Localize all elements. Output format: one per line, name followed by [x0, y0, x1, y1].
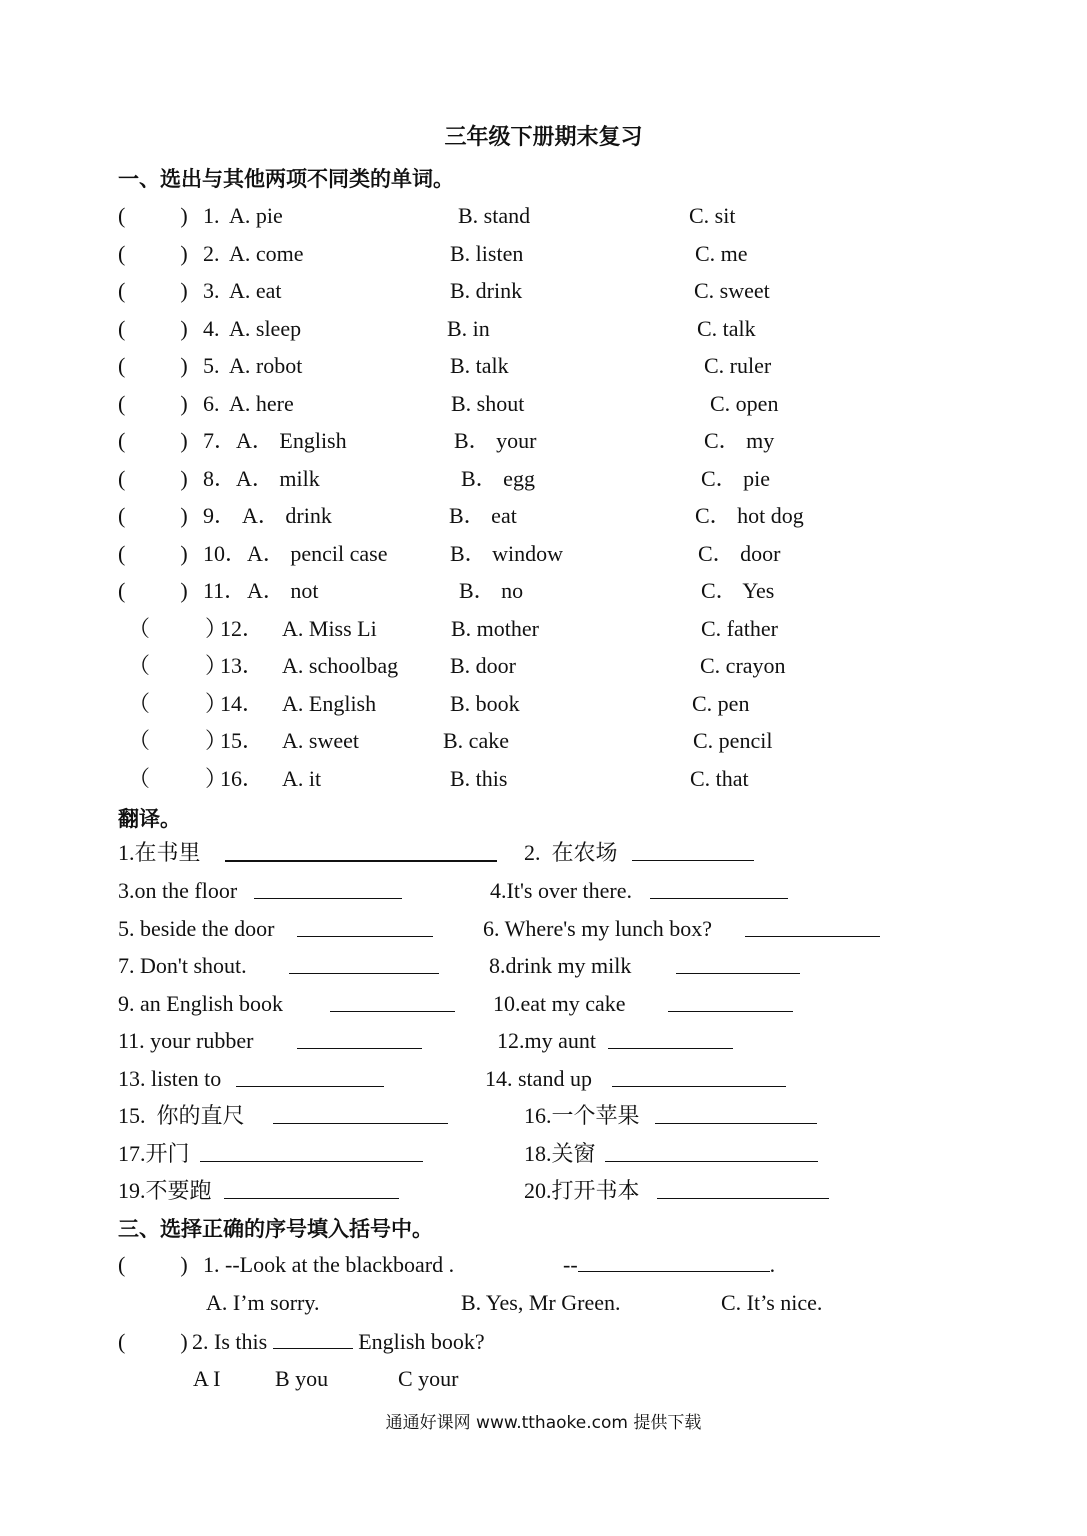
section1-item-option-c: C. father: [701, 616, 778, 641]
section1-item-answer-bracket: ( ): [118, 428, 188, 453]
q1-answer-line: [578, 1253, 770, 1272]
q2-question: [192, 1329, 485, 1355]
q2-option-c: C your: [398, 1366, 459, 1391]
section1-item-number: 16．: [220, 766, 265, 791]
translation-prompt-right: 12.my aunt: [497, 1028, 596, 1053]
translation-answer-line-left: [297, 1048, 422, 1049]
section1-item-answer-bracket: （ ）: [128, 728, 228, 753]
section1-item-answer-bracket: ( ): [118, 541, 188, 566]
section1-item-number: 4.: [203, 316, 220, 341]
section1-item-number: 10．: [203, 541, 248, 566]
section1-item-option-c: C． pie: [701, 466, 771, 491]
translation-answer-line-right: [668, 1011, 793, 1012]
section1-item-answer-bracket: （ ）: [128, 766, 228, 791]
section1-item-option-c: C. pencil: [693, 728, 773, 753]
section1-item-option-a: A. sweet: [282, 728, 359, 753]
translation-prompt-left: 11. your rubber: [118, 1028, 254, 1053]
section1-item-number: 12．: [220, 616, 265, 641]
section1-item-option-c: C． hot dog: [695, 503, 804, 528]
translation-prompt-right: 20.打开书本: [524, 1178, 640, 1203]
section1-item-answer-bracket: ( ): [118, 278, 188, 303]
section1-item-option-a: A. robot: [229, 353, 303, 378]
translation-answer-line-left: [225, 860, 497, 862]
section1-item-number: 2.: [203, 241, 220, 266]
translation-answer-line-right: [655, 1123, 817, 1124]
section1-item-number: 15．: [220, 728, 265, 753]
section1-item-option-b: B． your: [454, 428, 537, 453]
section1-item-option-c: C． Yes: [701, 578, 775, 603]
section1-item-option-c: C. talk: [697, 316, 756, 341]
q1-answer-blank: [563, 1252, 775, 1278]
section1-item-option-b: B． no: [459, 578, 524, 603]
q2-question-end: English book?: [358, 1329, 485, 1354]
section1-item-answer-bracket: ( ): [118, 391, 188, 416]
translation-prompt-right: 14. stand up: [485, 1066, 592, 1091]
section1-item-option-a: A． pencil case: [247, 541, 388, 566]
section1-item-answer-bracket: （ ）: [128, 616, 228, 641]
translation-answer-line-left: [236, 1086, 384, 1087]
section1-item-option-b: B. stand: [458, 203, 531, 228]
translation-answer-line-left: [254, 898, 402, 899]
section1-item-option-b: B. book: [450, 691, 520, 716]
section1-item-option-a: A. pie: [229, 203, 283, 228]
translation-answer-line-left: [224, 1198, 399, 1199]
translation-prompt-right: 18.关窗: [524, 1141, 596, 1166]
section1-item-option-c: C. that: [690, 766, 749, 791]
section1-item-option-a: A. here: [229, 391, 294, 416]
translation-prompt-left: 5. beside the door: [118, 916, 275, 941]
section1-item-answer-bracket: ( ): [118, 316, 188, 341]
section1-item-number: 6.: [203, 391, 220, 416]
q1-option-a: A. I’m sorry.: [206, 1290, 320, 1315]
translation-prompt-right: 6. Where's my lunch box?: [483, 916, 713, 941]
section1-item-option-c: C． my: [704, 428, 775, 453]
translation-prompt-left: 17.开门: [118, 1141, 190, 1166]
section1-item-option-a: A. schoolbag: [282, 653, 399, 678]
q2-bracket: ( ): [118, 1329, 188, 1354]
section1-item-number: 3.: [203, 278, 220, 303]
section1-item-answer-bracket: ( ): [118, 578, 188, 603]
section1-item-option-b: B． window: [450, 541, 564, 566]
translation-prompt-right: 8.drink my milk: [489, 953, 632, 978]
section1-item-answer-bracket: （ ）: [128, 653, 228, 678]
page-title: 三年级下册期末复习: [444, 125, 643, 150]
translation-answer-line-right: [650, 898, 788, 899]
section1-item-option-b: B. door: [450, 653, 516, 678]
section1-item-option-b: B． egg: [461, 466, 535, 491]
section1-item-answer-bracket: （ ）: [128, 691, 228, 716]
translation-answer-line-left: [289, 973, 439, 974]
section1-item-answer-bracket: ( ): [118, 503, 188, 528]
section1-item-option-c: C. sweet: [694, 278, 770, 303]
translation-answer-line-right: [608, 1048, 733, 1049]
q1-option-b: B. Yes, Mr Green.: [461, 1290, 621, 1315]
section1-item-option-a: A． drink: [242, 503, 332, 528]
section1-item-option-b: B. talk: [450, 353, 509, 378]
translation-prompt-right: 2. 在农场: [524, 840, 618, 865]
q1-answer-suffix: .: [769, 1252, 776, 1277]
section1-item-option-c: C. ruler: [704, 353, 772, 378]
section1-item-number: 5.: [203, 353, 220, 378]
q2-question-start: 2. Is this: [192, 1329, 268, 1354]
translation-answer-line-right: [605, 1161, 818, 1162]
section1-item-answer-bracket: ( ): [118, 203, 188, 228]
section1-item-answer-bracket: ( ): [118, 466, 188, 491]
translation-answer-line-right: [745, 936, 880, 937]
translation-answer-line-right: [632, 860, 754, 861]
section1-item-number: 11．: [203, 578, 247, 603]
section1-item-option-c: C. sit: [689, 203, 736, 228]
section1-item-option-a: A. English: [282, 691, 377, 716]
translation-prompt-left: 9. an English book: [118, 991, 283, 1016]
section1-item-option-b: B. drink: [450, 278, 523, 303]
section3-heading: 三、选择正确的序号填入括号中。: [118, 1217, 433, 1241]
section2-heading: 翻译。: [118, 807, 181, 831]
section1-item-option-a: A. eat: [229, 278, 282, 303]
section1-item-option-c: C. pen: [692, 691, 750, 716]
q1-option-c: C. It’s nice.: [721, 1290, 823, 1315]
section1-item-option-c: C． door: [698, 541, 781, 566]
translation-prompt-left: 15. 你的直尺: [118, 1103, 245, 1128]
translation-prompt-left: 1.在书里: [118, 840, 201, 865]
q1-bracket: ( ): [118, 1252, 188, 1277]
translation-answer-line-left: [200, 1161, 423, 1162]
translation-answer-line-left: [297, 936, 433, 937]
section1-item-option-b: B． eat: [449, 503, 517, 528]
section1-item-option-b: B. in: [447, 316, 490, 341]
section1-item-option-a: A． not: [247, 578, 319, 603]
section1-item-number: 1.: [203, 203, 220, 228]
section1-item-answer-bracket: ( ): [118, 353, 188, 378]
section1-item-number: 8．: [203, 466, 237, 491]
section1-item-option-c: C. me: [695, 241, 748, 266]
translation-prompt-left: 19.不要跑: [118, 1178, 212, 1203]
translation-answer-line-left: [330, 1011, 455, 1012]
translation-prompt-right: 16.一个苹果: [524, 1103, 640, 1128]
section1-item-number: 14．: [220, 691, 265, 716]
section1-item-option-b: B. mother: [451, 616, 539, 641]
q2-blank-line: [273, 1330, 353, 1349]
section1-heading: 一、选出与其他两项不同类的单词。: [118, 167, 454, 191]
section1-item-option-b: B. listen: [450, 241, 524, 266]
section1-item-option-a: A. Miss Li: [282, 616, 377, 641]
section1-item-option-c: C. open: [710, 391, 779, 416]
translation-answer-line-right: [657, 1198, 829, 1199]
section1-item-option-a: A. sleep: [229, 316, 302, 341]
translation-prompt-left: 7. Don't shout.: [118, 953, 247, 978]
section1-item-option-b: B. shout: [451, 391, 525, 416]
section1-item-option-a: A. come: [229, 241, 304, 266]
section1-item-number: 7．: [203, 428, 237, 453]
section1-item-option-a: A. it: [282, 766, 322, 791]
section1-item-option-b: B. this: [450, 766, 508, 791]
section1-item-number: 13．: [220, 653, 265, 678]
q1-question: 1. --Look at the blackboard .: [203, 1252, 455, 1277]
section1-item-option-a: A． milk: [236, 466, 320, 491]
section1-item-answer-bracket: ( ): [118, 241, 188, 266]
translation-answer-line-right: [612, 1086, 786, 1087]
page-footer: 通通好课网 www.tthaoke.com 提供下载: [385, 1413, 702, 1433]
q2-option-a: A I: [193, 1366, 221, 1391]
translation-prompt-right: 4.It's over there.: [490, 878, 633, 903]
q1-answer-prefix: --: [563, 1252, 578, 1277]
section1-item-option-b: B. cake: [443, 728, 509, 753]
section1-item-option-a: A． English: [236, 428, 347, 453]
translation-prompt-right: 10.eat my cake: [493, 991, 626, 1016]
translation-answer-line-left: [273, 1123, 448, 1124]
q2-option-b: B you: [275, 1366, 329, 1391]
translation-prompt-left: 3.on the floor: [118, 878, 238, 903]
section1-item-number: 9．: [203, 503, 237, 528]
translation-answer-line-right: [676, 973, 800, 974]
translation-prompt-left: 13. listen to: [118, 1066, 222, 1091]
section1-item-option-c: C. crayon: [700, 653, 786, 678]
